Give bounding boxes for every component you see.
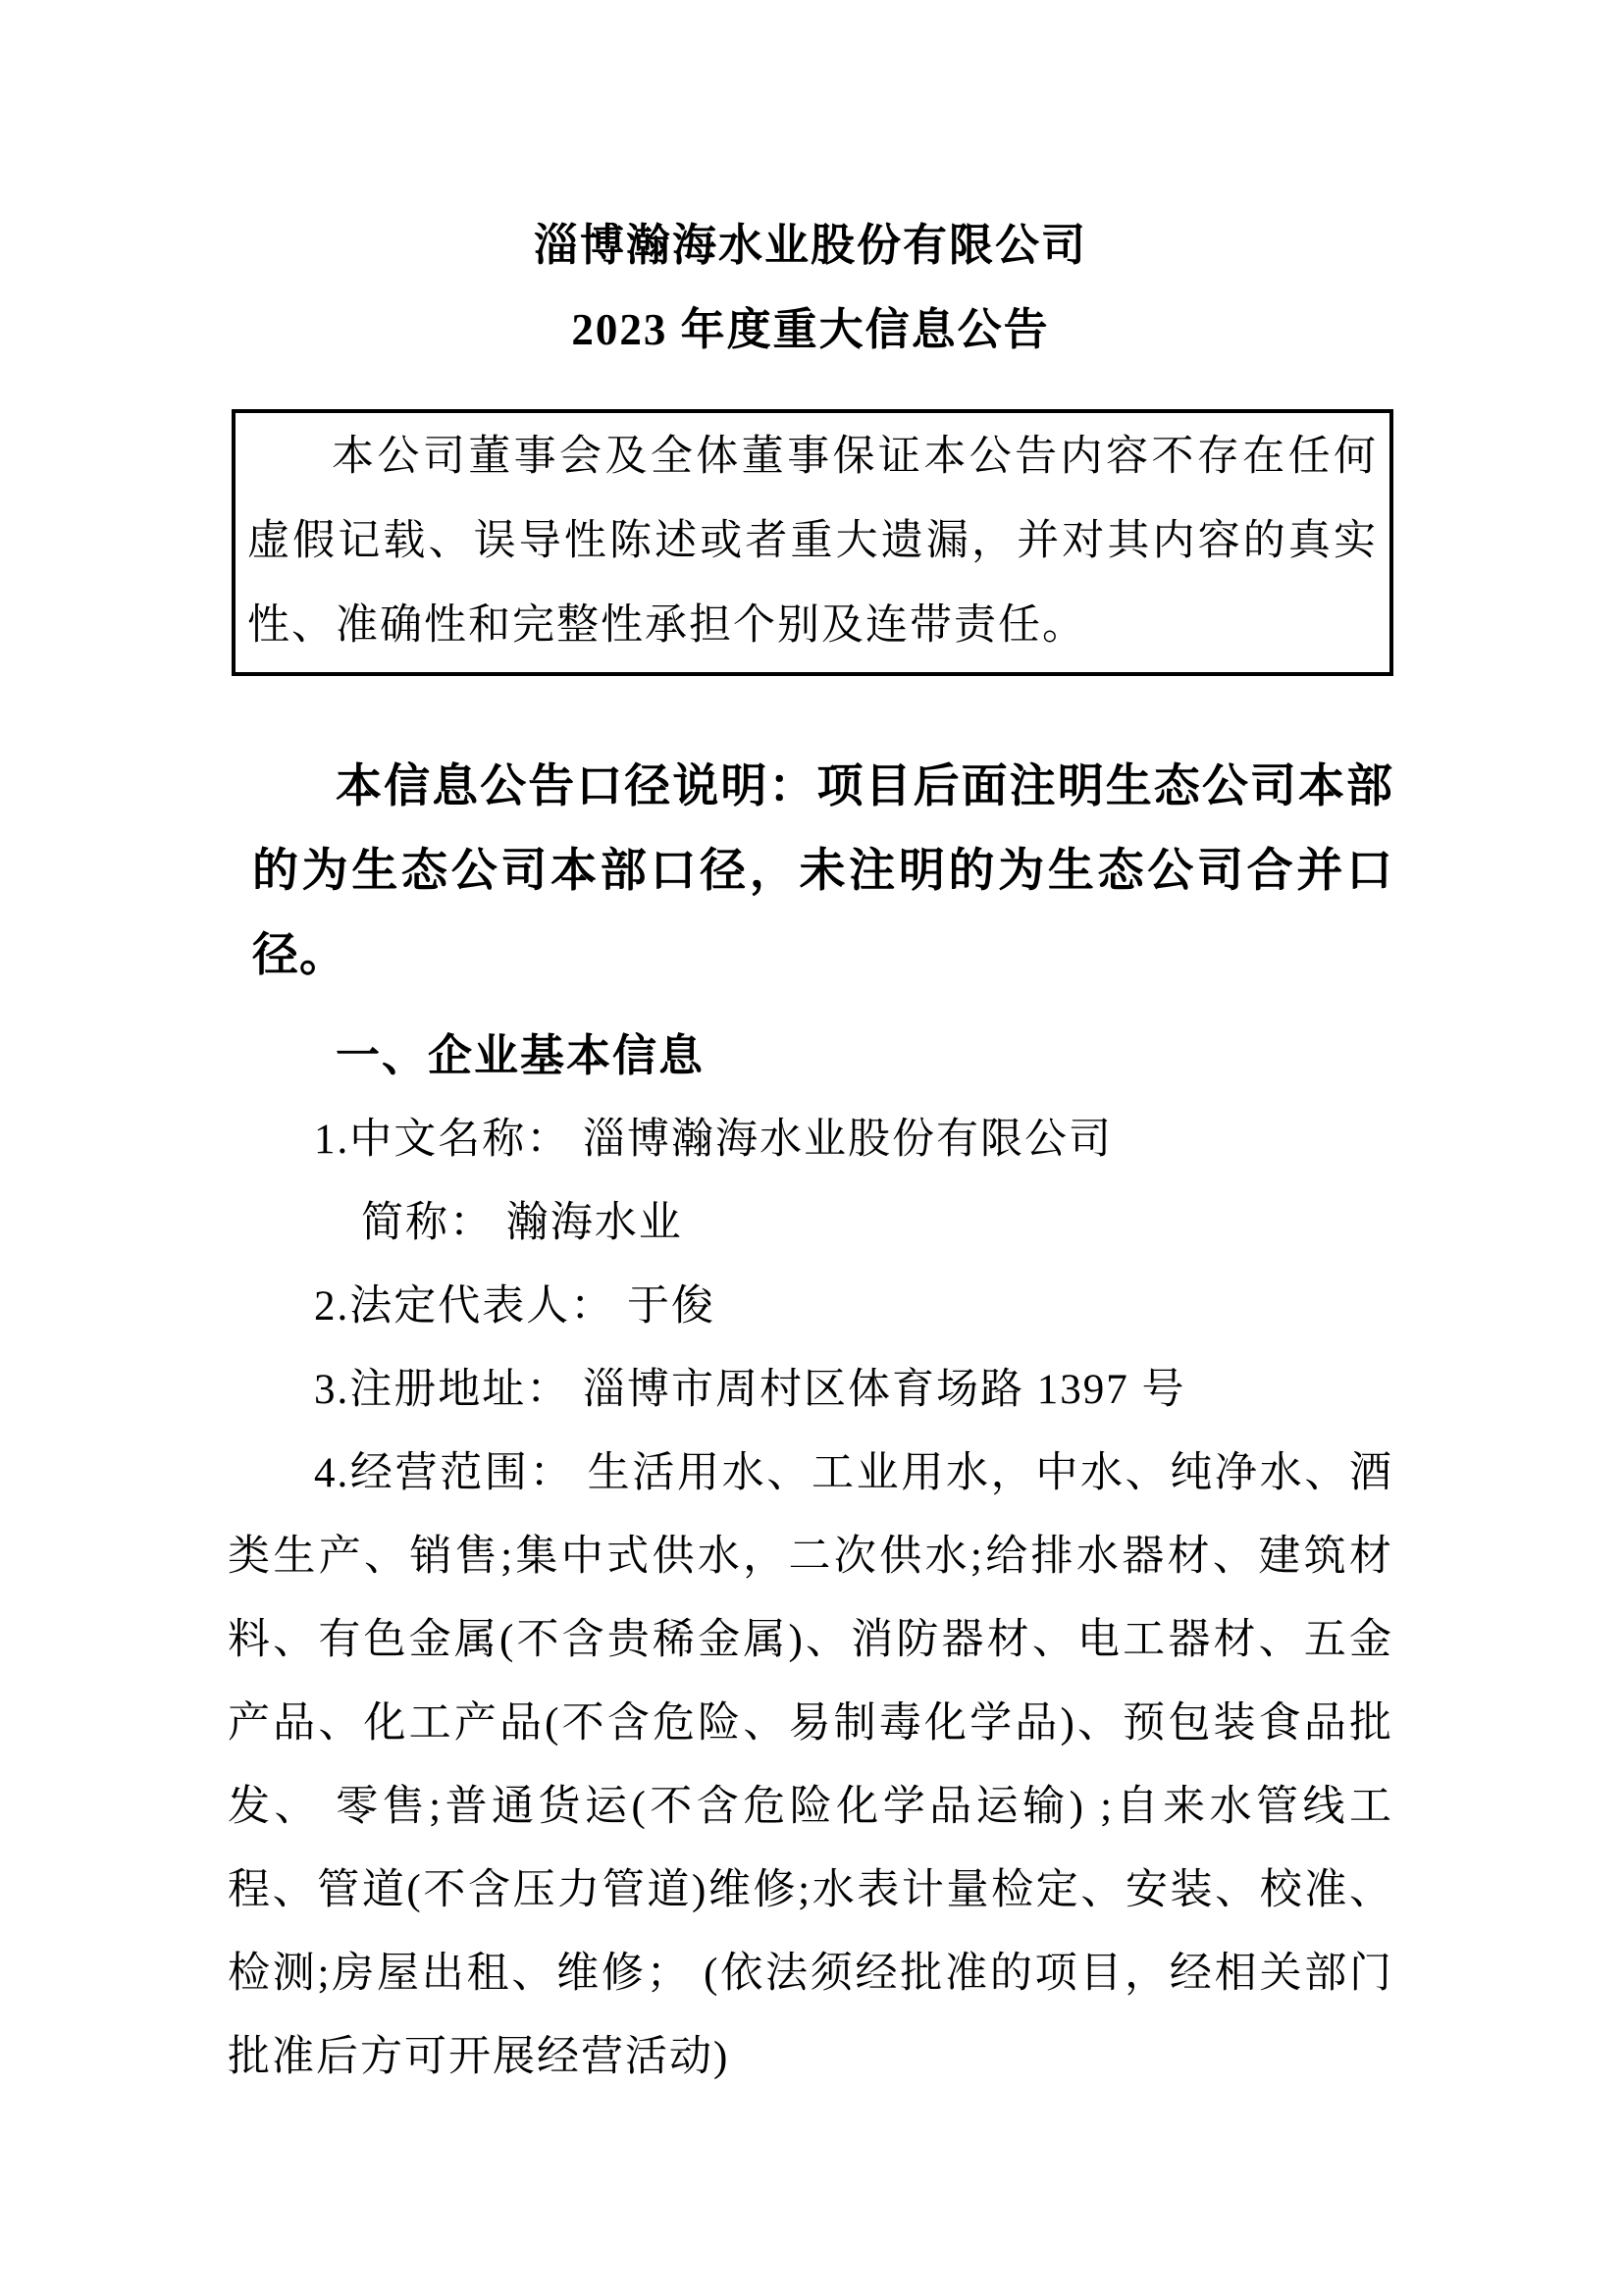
- board-statement-text: 本公司董事会及全体董事保证本公告内容不存在任何虚假记载、误导性陈述或者重大遗漏，并对其内容的真实性、准确性和完整性承担个别及连带责任。: [247, 434, 1378, 649]
- item-registered-address: 3.注册地址： 淄博市周村区体育场路 1397 号: [314, 1367, 1186, 1413]
- caliber-explanation-text: 本信息公告口径说明：项目后面注明生态公司本部的为生态公司本部口径，未注明的为生态公司合并口径。: [252, 761, 1393, 981]
- item-legal-representative: 2.法定代表人： 于俊: [314, 1283, 715, 1330]
- document-subtitle: 2023 年度重大信息公告: [571, 305, 1050, 354]
- item-short-name: 简称： 瀚海水业: [361, 1200, 683, 1246]
- board-statement-box: [232, 409, 1393, 676]
- document-title: 淄博瀚海水业股份有限公司: [533, 221, 1087, 270]
- item-chinese-name: 1.中文名称： 淄博瀚海水业股份有限公司: [314, 1117, 1113, 1163]
- section-1-heading: 一、企业基本信息: [336, 1031, 706, 1080]
- item-business-scope: 4.经营范围： 生活用水、工业用水，中水、纯净水、酒类生产、销售;集中式供水，二次供水;给排水器材、建筑材料、有色金属(不含贵稀金属)、消防器材、电工器材、五金产品、化工产品(不含危险、易制毒化学品)、预包装食品批发、 零售;普通货运(不含危险化学品运输) ;自来水管线工程、管道(不含压力管道)维修;水表计量检定、安装、校准、检测;房屋出租、维修； (依法须经批准的项目，经相关部门批准后方可开展经营活动): [228, 1450, 1393, 2080]
- document-content: [228, 0, 1393, 2099]
